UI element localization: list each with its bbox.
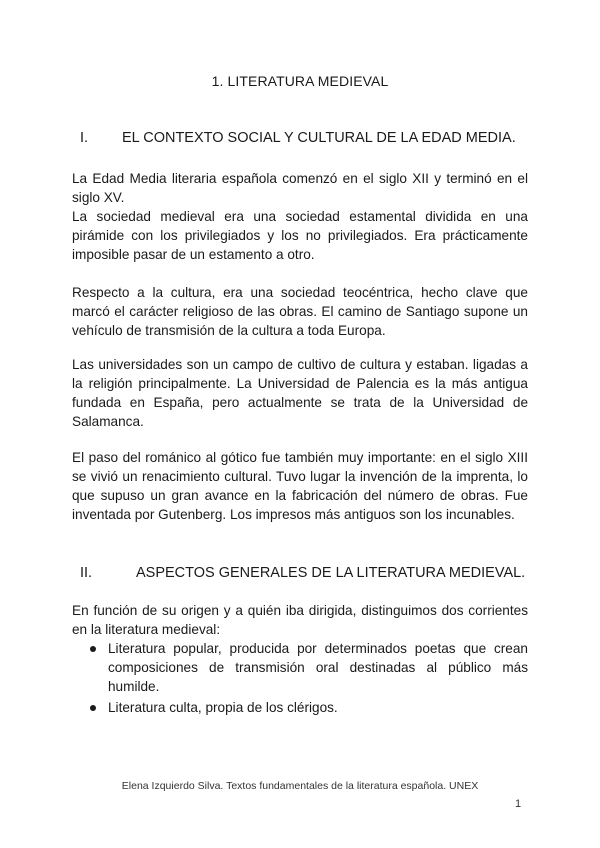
list-item bbox=[90, 639, 528, 696]
paragraph: La Edad Media literaria española comenzó en el siglo XII y terminó en el siglo XV. bbox=[72, 171, 528, 205]
page-footer: Elena Izquierdo Silva. Textos fundamentales de la literatura española. UNEX bbox=[121, 780, 479, 792]
bullet-list bbox=[90, 639, 528, 719]
section-heading-2 bbox=[80, 565, 525, 581]
section-heading-1 bbox=[80, 130, 516, 146]
section-title: EL CONTEXTO SOCIAL Y CULTURAL DE LA EDAD MEDIA. bbox=[122, 130, 516, 146]
document-title: 1. LITERATURA MEDIEVAL bbox=[211, 73, 389, 89]
section-number: II. bbox=[80, 565, 93, 581]
bullet-icon bbox=[90, 646, 96, 652]
paragraph: Las universidades son un campo de cultivo de cultura y estaban. ligadas a la religión principalmente. La Universidad de Palencia es la más antigua fundada en España, pero actualmente se trata de la Universidad de Salamanca. bbox=[72, 357, 528, 429]
paragraph: Respecto a la cultura, era una sociedad teocéntrica, hecho clave que marcó el carácter religioso de las obras. El camino de Santiago supone un vehículo de transmisión de la cultura a toda Europa. bbox=[72, 285, 528, 338]
bullet-icon bbox=[90, 705, 96, 711]
list-item-text: Literatura culta, propia de los clérigos. bbox=[108, 700, 338, 715]
section-title: ASPECTOS GENERALES DE LA LITERATURA MEDIEVAL. bbox=[136, 565, 526, 581]
page-number: 1 bbox=[515, 798, 522, 810]
section-number: I. bbox=[80, 130, 89, 146]
paragraph: En función de su origen y a quién iba dirigida, distinguimos dos corrientes en la literatura medieval: bbox=[72, 603, 528, 637]
list-item-text: Literatura popular, producida por determinados poetas que crean composiciones de transmisión oral destinadas al público más humilde. bbox=[108, 641, 528, 694]
paragraph-group bbox=[72, 169, 528, 264]
list-item bbox=[90, 698, 528, 717]
paragraph: La sociedad medieval era una sociedad estamental dividida en una pirámide con los privilegiados y los no privilegiados. Era prácticamente imposible pasar de un estamento a otro. bbox=[72, 209, 528, 262]
paragraph: El paso del románico al gótico fue también muy importante: en el siglo XIII se vivió un renacimiento cultural. Tuvo lugar la invención de la imprenta, lo que supuso un gran avance en la fabricación del número de obras. Fue inventada por Gutenberg. Los impresos más antiguos son los incunables. bbox=[72, 450, 528, 522]
